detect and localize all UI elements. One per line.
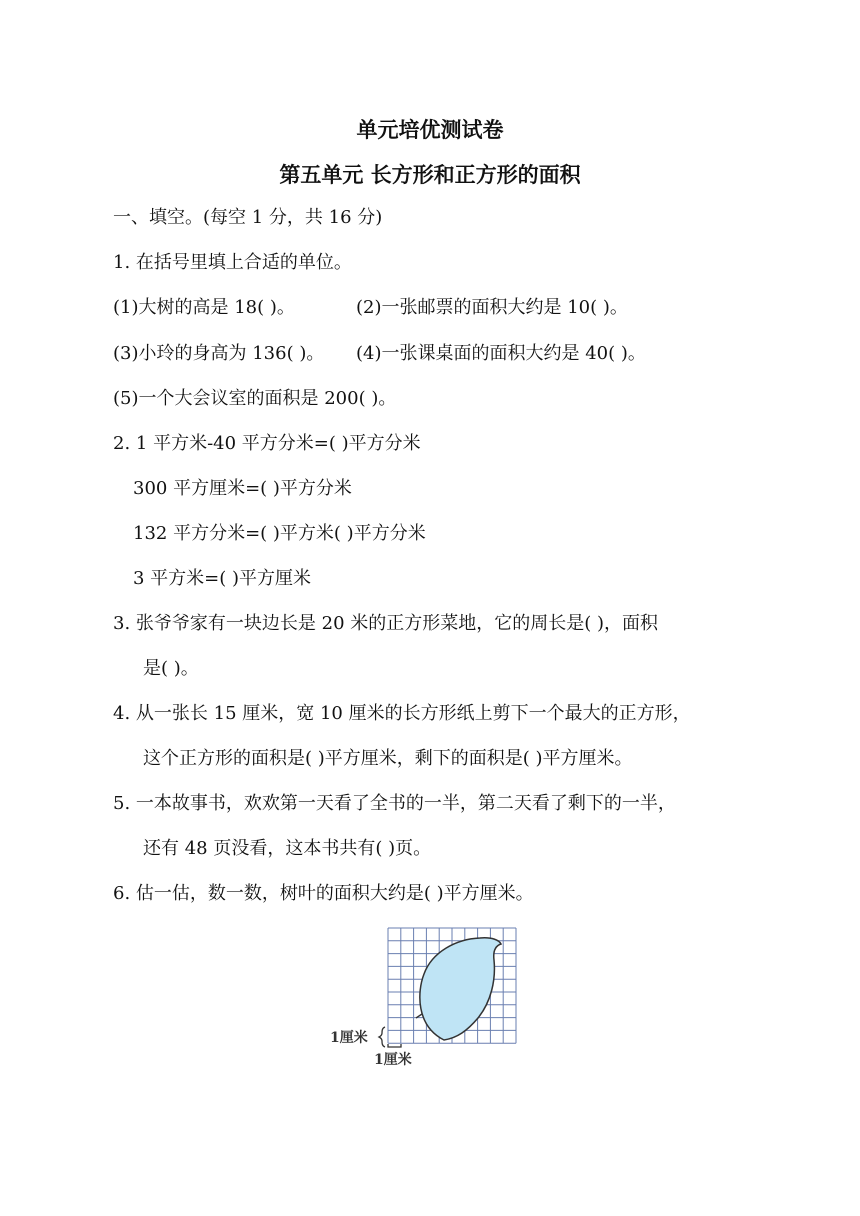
question-1-part-5: (5)一个大会议室的面积是 200( )。 [113, 388, 397, 409]
question-1-part-1: (1)大树的高是 18( )。 [113, 297, 295, 318]
question-2-line-2: 300 平方厘米=( )平方分米 [133, 478, 352, 499]
question-3-line-2: 是( )。 [143, 658, 199, 679]
question-2-line-4: 3 平方米=( )平方厘米 [133, 568, 312, 589]
label-vertical-unit: 1厘米 [330, 1030, 368, 1046]
question-1-part-2: (2)一张邮票的面积大约是 10( )。 [356, 297, 628, 318]
question-4-line-1: 4. 从一张长 15 厘米，宽 10 厘米的长方形纸上剪下一个最大的正方形， [113, 703, 691, 724]
leaf-grid-svg [320, 922, 540, 1082]
leaf-grid-figure [320, 922, 540, 1082]
vertical-brace-icon [379, 1027, 385, 1047]
question-6-stem: 6. 估一估，数一数，树叶的面积大约是( )平方厘米。 [113, 883, 534, 904]
question-5-line-2: 还有 48 页没看，这本书共有( )页。 [143, 838, 432, 859]
question-5-line-1: 5. 一本故事书，欢欢第一天看了全书的一半，第二天看了剩下的一半， [113, 793, 676, 814]
label-horizontal-unit: 1厘米 [374, 1052, 412, 1068]
question-1-stem: 1. 在括号里填上合适的单位。 [113, 252, 352, 273]
question-2-line-3: 132 平方分米=( )平方米( )平方分米 [133, 523, 426, 544]
question-1-part-3: (3)小玲的身高为 136( )。 [113, 343, 325, 364]
section-heading: 一、填空。(每空 1 分，共 16 分) [113, 207, 383, 228]
document-title: 单元培优测试卷 [356, 118, 504, 142]
question-4-line-2: 这个正方形的面积是( )平方厘米，剩下的面积是( )平方厘米。 [143, 748, 633, 769]
question-1-part-4: (4)一张课桌面的面积大约是 40( )。 [356, 343, 646, 364]
horizontal-bracket-icon [388, 1044, 401, 1047]
question-3-line-1: 3. 张爷爷家有一块边长是 20 米的正方形菜地，它的周长是( )，面积 [113, 613, 659, 634]
question-2-line-1: 2. 1 平方米-40 平方分米=( )平方分米 [113, 433, 421, 454]
document-subtitle: 第五单元 长方形和正方形的面积 [279, 163, 581, 187]
